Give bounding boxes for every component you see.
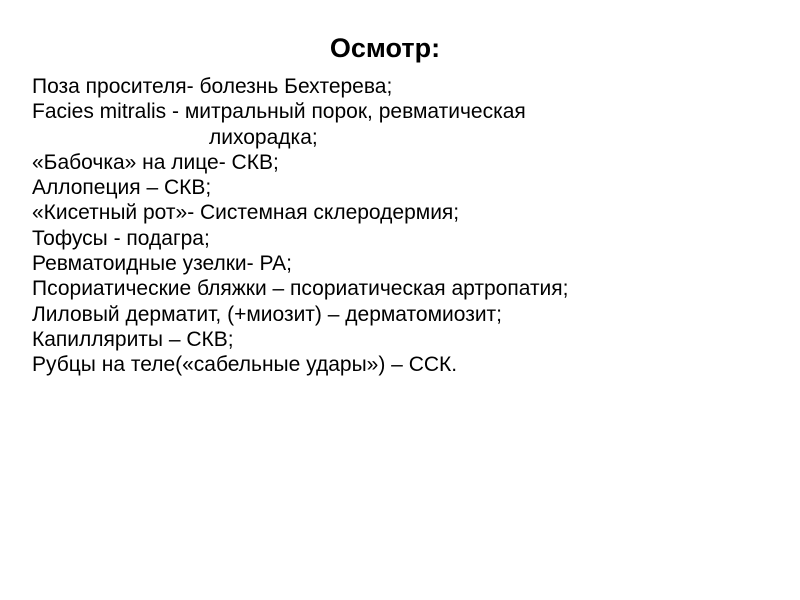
list-item-text: Рубцы на теле(«сабельные удары») – ССК. (32, 353, 458, 377)
list-item (32, 327, 772, 352)
list-item (32, 251, 772, 276)
list-item (32, 352, 772, 377)
list-item-text: Поза просителя- болезнь Бехтерева; (32, 75, 393, 98)
list-item (32, 302, 772, 327)
list-item-text: Тофусы - подагра; (32, 226, 210, 250)
list-item (32, 74, 772, 99)
list-item-text: Facies mitralis - митральный порок, ревматическая (32, 100, 526, 124)
list-item-text: Аллопеция – СКВ; (32, 176, 212, 200)
list-item-text: Капилляриты – СКВ; (32, 327, 234, 351)
list-item-text: «Бабочка» на лице- СКВ; (32, 150, 279, 174)
slide-title: Осмотр: (329, 33, 441, 63)
list-item (32, 99, 772, 150)
list-item-text: «Кисетный рот»- Системная склеродермия; (32, 201, 460, 225)
list-item (32, 150, 772, 175)
list-item (32, 200, 772, 225)
list-item (32, 276, 772, 301)
list-item-continuation: лихорадка; (209, 125, 318, 149)
list-item (32, 226, 772, 251)
list-item-text: Ревматоидные узелки- РА; (32, 252, 292, 276)
list-item-text: Лиловый дерматит, (+миозит) – дерматомиозит; (32, 302, 503, 326)
findings-list (32, 74, 772, 378)
list-item-text: Псориатические бляжки – псориатическая артропатия; (32, 277, 569, 301)
list-item (32, 175, 772, 200)
